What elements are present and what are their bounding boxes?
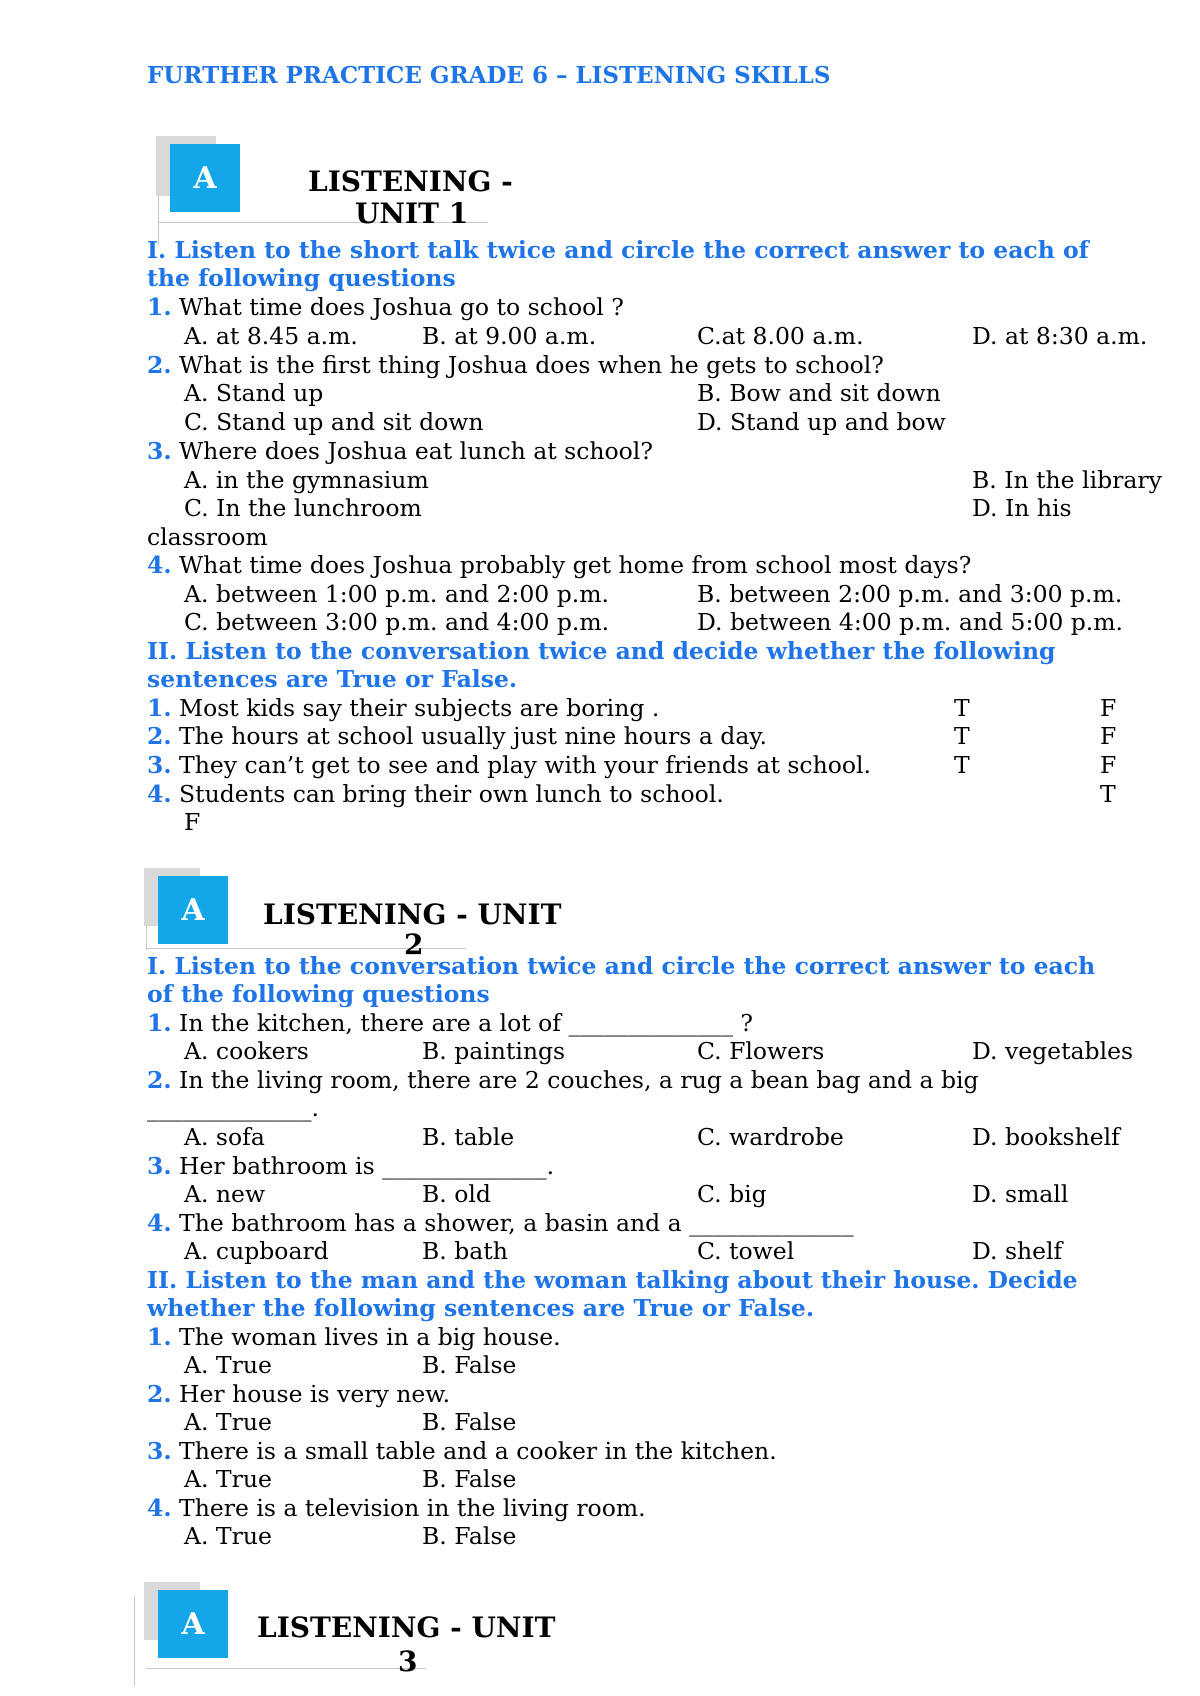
unit2-q1-option-a[interactable]: A. cookers [184,1037,309,1065]
unit1-q2-option-b[interactable]: B. Bow and sit down [697,379,941,407]
unit1-title-line1: LISTENING - [308,165,513,198]
question-number: 3. [147,751,172,779]
unit1-part2-heading: II. Listen to the conversation twice and decide whether the following [147,637,1056,665]
question-number: 3. [147,1437,172,1465]
unit1-q4-option-c[interactable]: C. between 3:00 p.m. and 4:00 p.m. [184,608,610,636]
question-number: 4. [147,780,172,808]
unit1-title-line2: UNIT 1 [355,197,469,230]
unit2-q3-option-d[interactable]: D. small [972,1180,1069,1208]
unit2-q2-option-c[interactable]: C. wardrobe [697,1123,844,1151]
question-text: Where does Joshua eat lunch at school? [179,437,653,465]
question-number: 2. [147,351,172,379]
document-title: FURTHER PRACTICE GRADE 6 – LISTENING SKILLS [147,62,831,89]
unit2-q4-option-c[interactable]: C. towel [697,1237,795,1265]
unit2-part1-heading: I. Listen to the conversation twice and circle the correct answer to each [147,952,1096,980]
unit2-tf-4-option-a[interactable]: A. True [184,1522,272,1550]
unit2-q3-option-a[interactable]: A. new [184,1180,266,1208]
question-text: The bathroom has a shower, a basin and a ______________ [179,1209,854,1237]
unit2-title-line2: 2 [404,928,424,961]
unit3-title-line1: LISTENING - UNIT [257,1611,556,1644]
question-text: In the kitchen, there are a lot of ______________ ? [179,1009,754,1037]
unit2-q3 [147,1152,554,1180]
unit2-title-line1: LISTENING - UNIT [263,898,562,931]
unit1-q1-option-b[interactable]: B. at 9.00 a.m. [422,322,597,350]
unit2-q1-option-b[interactable]: B. paintings [422,1037,566,1065]
question-number: 1. [147,1009,172,1037]
unit1-tf-2-true[interactable]: T [954,722,970,750]
question-text: Her bathroom is ______________. [179,1152,555,1180]
unit1-q3-option-c[interactable]: C. In the lunchroom [184,494,422,522]
unit2-tf-1 [147,1323,561,1351]
unit1-tf-4 [147,780,724,808]
unit3-frame-bottom [146,1668,426,1669]
unit2-q2 [147,1066,979,1094]
question-text: In the living room, there are 2 couches, a rug a bean bag and a big [179,1066,979,1094]
unit2-q1-option-c[interactable]: C. Flowers [697,1037,825,1065]
unit1-q3-option-d[interactable]: D. In his [972,494,1072,522]
unit1-tf-2 [147,722,767,750]
statement-text: The hours at school usually just nine hours a day. [179,722,767,750]
unit1-q2-option-a[interactable]: A. Stand up [184,379,324,407]
unit1-q2-option-d[interactable]: D. Stand up and bow [697,408,946,436]
statement-text: They can’t get to see and play with your friends at school. [179,751,871,779]
unit2-tf-3 [147,1437,777,1465]
question-number: 4. [147,551,172,579]
unit1-q2 [147,351,884,379]
unit2-tf-2-option-a[interactable]: A. True [184,1408,272,1436]
unit2-q4 [147,1209,854,1237]
unit1-q1 [147,293,624,321]
unit1-q3 [147,437,653,465]
statement-text: Her house is very new. [179,1380,451,1408]
unit2-tf-2 [147,1380,450,1408]
question-text: What is the first thing Joshua does when he gets to school? [179,351,884,379]
question-number: 2. [147,1380,172,1408]
statement-text: There is a television in the living room. [179,1494,646,1522]
unit1-part2-heading-cont: sentences are True or False. [147,665,518,693]
unit2-q3-option-c[interactable]: C. big [697,1180,767,1208]
unit1-q4 [147,551,971,579]
unit1-tf-3 [147,751,871,779]
unit1-tf-4-true[interactable]: T [1100,780,1116,808]
unit2-tf-2-option-b[interactable]: B. False [422,1408,517,1436]
unit1-tf-3-false[interactable]: F [1100,751,1117,779]
unit2-q4-option-a[interactable]: A. cupboard [184,1237,329,1265]
unit1-q2-option-c[interactable]: C. Stand up and sit down [184,408,484,436]
unit1-part1-heading: I. Listen to the short talk twice and circle the correct answer to each of [147,236,1089,264]
unit3-badge: A [158,1590,228,1658]
unit3-title-line2: 3 [398,1645,418,1678]
statement-text: The woman lives in a big house. [179,1323,561,1351]
unit1-q1-option-a[interactable]: A. at 8.45 a.m. [184,322,358,350]
unit1-q3-option-a[interactable]: A. in the gymnasium [184,466,429,494]
question-number: 3. [147,437,172,465]
unit1-badge: A [170,144,240,212]
question-text: What time does Joshua go to school ? [179,293,624,321]
question-number: 1. [147,293,172,321]
unit2-tf-3-option-a[interactable]: A. True [184,1465,272,1493]
question-text: What time does Joshua probably get home from school most days? [179,551,972,579]
question-number: 2. [147,722,172,750]
unit2-tf-1-option-b[interactable]: B. False [422,1351,517,1379]
unit1-tf-1 [147,694,659,722]
unit1-q3-option-d-cont: classroom [147,523,268,551]
unit2-q2-option-a[interactable]: A. sofa [184,1123,265,1151]
question-number: 2. [147,1066,172,1094]
question-number: 4. [147,1494,172,1522]
unit1-tf-1-false[interactable]: F [1100,694,1117,722]
unit1-part1-heading-cont: the following questions [147,264,456,292]
question-number: 4. [147,1209,172,1237]
unit1-tf-2-false[interactable]: F [1100,722,1117,750]
unit2-q3-option-b[interactable]: B. old [422,1180,491,1208]
unit1-q4-option-d[interactable]: D. between 4:00 p.m. and 5:00 p.m. [697,608,1124,636]
unit1-q4-option-a[interactable]: A. between 1:00 p.m. and 2:00 p.m. [184,580,609,608]
unit3-frame-left [134,1596,135,1686]
unit1-q4-option-b[interactable]: B. between 2:00 p.m. and 3:00 p.m. [697,580,1123,608]
question-number: 1. [147,1323,172,1351]
unit1-q1-option-c[interactable]: C.at 8.00 a.m. [697,322,864,350]
unit2-q4-option-b[interactable]: B. bath [422,1237,508,1265]
question-number: 1. [147,694,172,722]
statement-text: There is a small table and a cooker in the kitchen. [179,1437,777,1465]
unit1-tf-3-true[interactable]: T [954,751,970,779]
unit1-q1-option-d[interactable]: D. at 8:30 a.m. [972,322,1148,350]
unit2-q1 [147,1009,753,1037]
unit2-tf-3-option-b[interactable]: B. False [422,1465,517,1493]
unit2-tf-1-option-a[interactable]: A. True [184,1351,272,1379]
unit1-tf-1-true[interactable]: T [954,694,970,722]
question-number: 3. [147,1152,172,1180]
unit2-q2-text-cont: ______________. [147,1094,319,1122]
statement-text: Students can bring their own lunch to school. [179,780,724,808]
unit2-part1-heading-cont: of the following questions [147,980,490,1008]
unit1-q3-option-b[interactable]: B. In the library [972,466,1162,494]
unit2-q4-option-d[interactable]: D. shelf [972,1237,1063,1265]
unit2-q2-option-b[interactable]: B. table [422,1123,515,1151]
unit2-part2-heading-cont: whether the following sentences are True or False. [147,1294,815,1322]
unit2-q2-option-d[interactable]: D. bookshelf [972,1123,1120,1151]
unit2-badge: A [158,876,228,944]
unit2-tf-4 [147,1494,646,1522]
statement-text: Most kids say their subjects are boring . [179,694,660,722]
unit2-part2-heading: II. Listen to the man and the woman talking about their house. Decide [147,1266,1078,1294]
unit2-tf-4-option-b[interactable]: B. False [422,1522,517,1550]
unit1-tf-4-false[interactable]: F [184,808,201,836]
unit2-q1-option-d[interactable]: D. vegetables [972,1037,1134,1065]
